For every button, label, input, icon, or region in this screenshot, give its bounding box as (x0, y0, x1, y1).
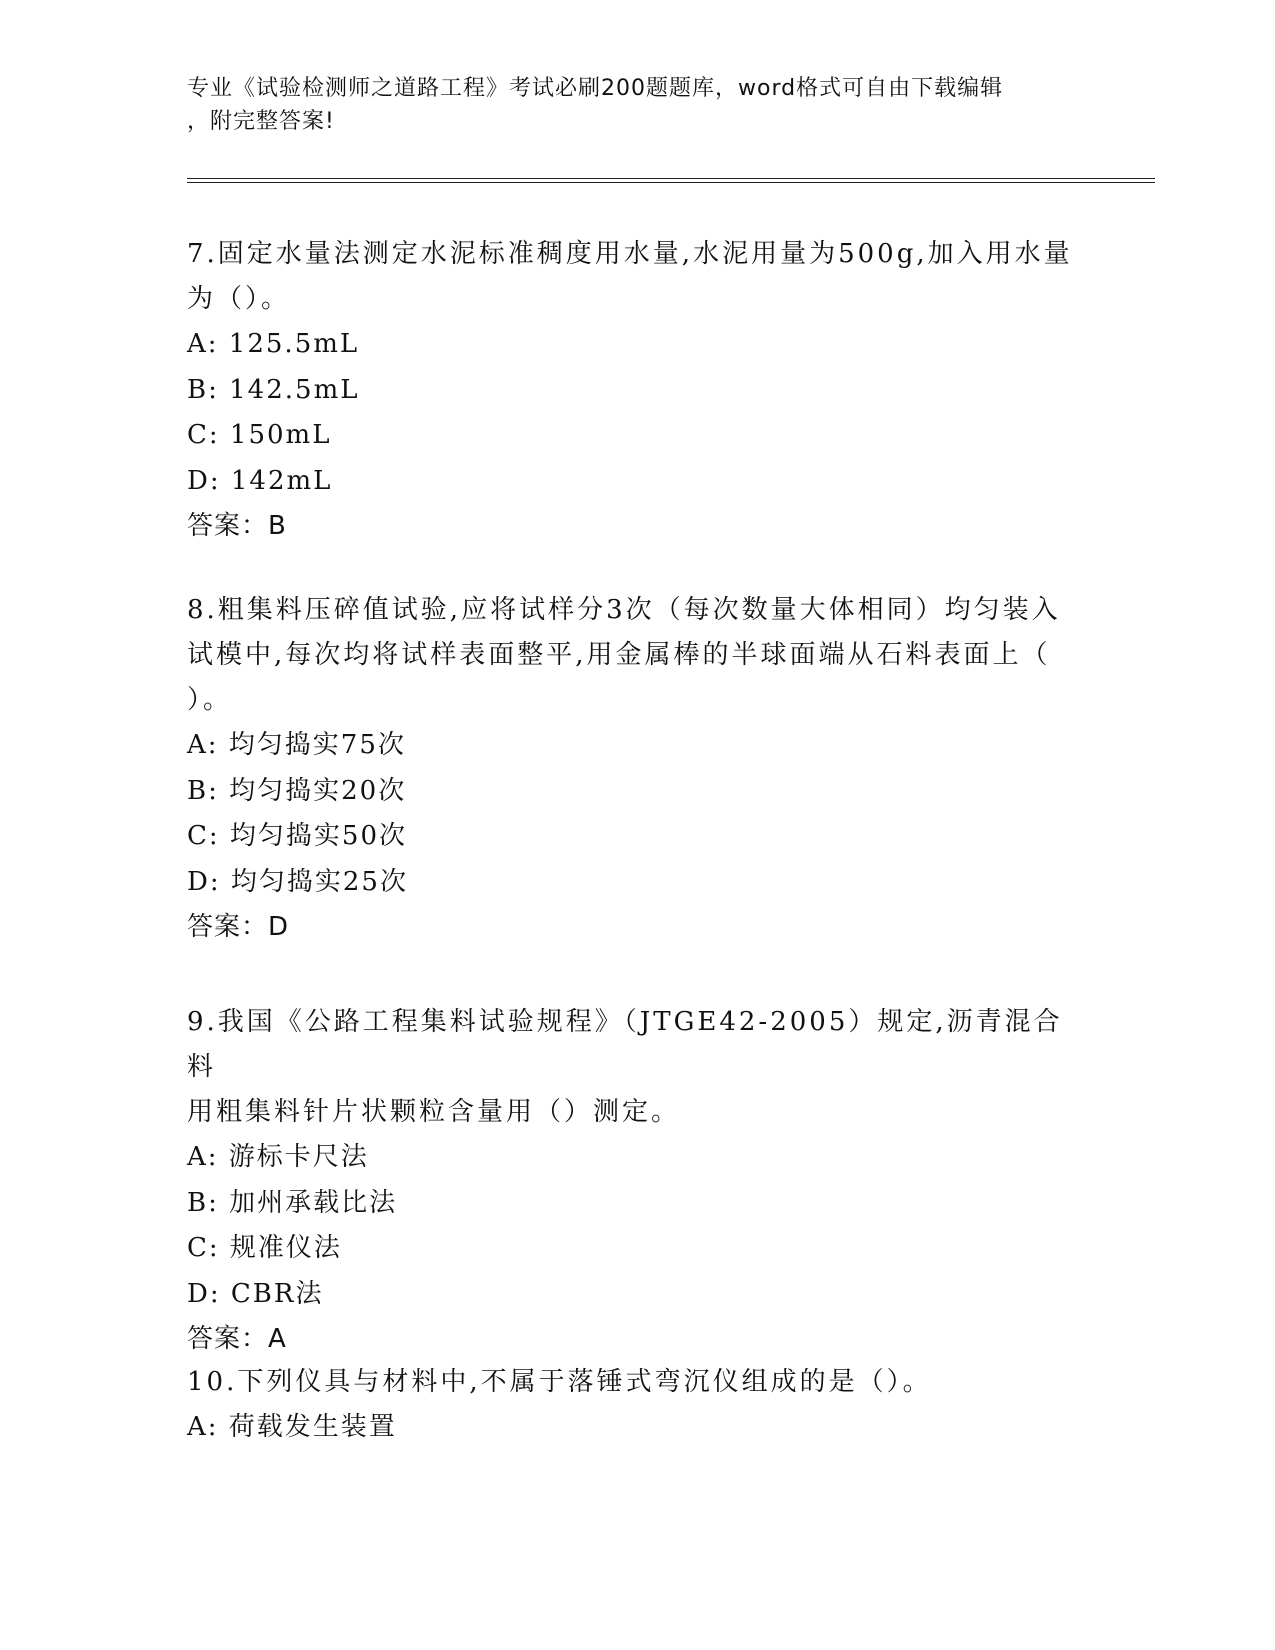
question-10 (187, 1360, 1077, 1451)
stem-line: 为（）。 (187, 284, 291, 314)
option-a: A: 均匀捣实75次 (187, 730, 406, 760)
header-divider (187, 178, 1155, 183)
option-b: B: 均匀捣实20次 (187, 775, 407, 806)
question-stem (187, 1360, 1077, 1405)
option-d: D: 142mL (187, 465, 333, 496)
option-a: A: 游标卡尺法 (187, 1142, 369, 1172)
document-header (187, 72, 1067, 138)
stem-line: 7.固定水量法测定水泥标准稠度用水量,水泥用量为500g,加入用水量 (187, 239, 1073, 269)
header-line-2: ，附完整答案! (187, 109, 335, 134)
option-d: D: CBR法 (187, 1278, 324, 1309)
option-d: D: 均匀捣实25次 (187, 866, 408, 897)
question-stem (187, 1000, 1077, 1135)
option-c: C: 规准仪法 (187, 1233, 342, 1263)
answer-line: 答案：A (187, 1324, 287, 1354)
stem-line: 试模中,每次均将试样表面整平,用金属棒的半球面端从石料表面上（ (187, 640, 1051, 670)
question-8 (187, 588, 1077, 950)
question-stem (187, 588, 1077, 723)
stem-line: 用粗集料针片状颗粒含量用（）测定。 (187, 1097, 681, 1127)
stem-line: ）。 (187, 685, 233, 715)
option-b: B: 加州承载比法 (187, 1187, 398, 1218)
question-stem (187, 232, 1077, 322)
option-b: B: 142.5mL (187, 374, 360, 405)
option-a: A: 125.5mL (187, 329, 360, 359)
stem-line: 8.粗集料压碎值试验,应将试样分3次（每次数量大体相同）均匀装入 (187, 595, 1061, 625)
option-a: A: 荷载发生装置 (187, 1412, 397, 1442)
stem-line: 10.下列仪具与材料中,不属于落锤式弯沉仪组成的是（）。 (187, 1367, 932, 1397)
question-9 (187, 1000, 1077, 1362)
question-7 (187, 232, 1077, 549)
answer-line: 答案：D (187, 912, 290, 942)
option-c: C: 150mL (187, 420, 332, 450)
stem-line: 9.我国《公路工程集料试验规程》（JTGE42-2005）规定,沥青混合料 (187, 1007, 1063, 1082)
option-c: C: 均匀捣实50次 (187, 821, 408, 851)
header-line-1: 专业《试验检测师之道路工程》考试必刷200题题库，word格式可自由下载编辑 (187, 76, 1004, 101)
answer-line: 答案：B (187, 511, 287, 541)
